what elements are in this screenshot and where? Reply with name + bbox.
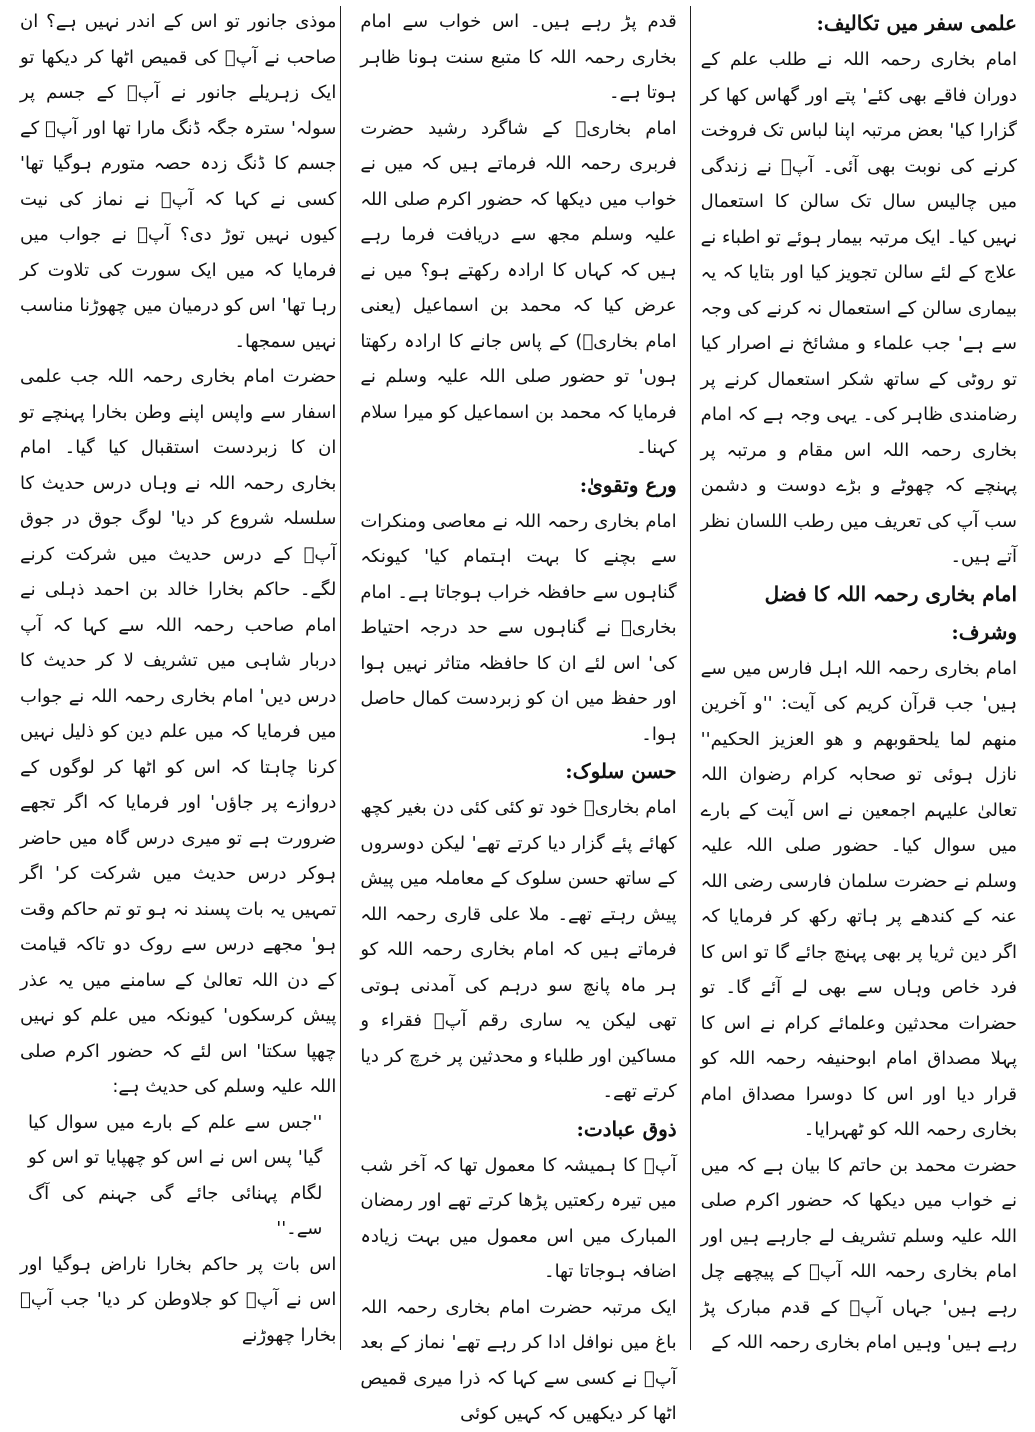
section-heading: امام بخاری رحمہ اللہ کا فضل وشرف:	[764, 581, 1017, 644]
paragraph: آپؒ کا ہمیشہ کا معمول تھا کہ آخر شب میں تیرہ رکعتیں پڑھا کرتے تھے اور رمضان المبارک میں اس معمول میں بہت زیادہ اضافہ ہوجاتا تھا۔	[360, 1154, 677, 1282]
column-left	[8, 4, 348, 1354]
column-divider	[340, 6, 341, 1350]
paragraph: امام بخاری رحمہ اللہ نے معاصی ومنکرات سے بچنے کا بہت اہتمام کیا' کیونکہ گناہوں سے حافظہ خراب ہوجاتا ہے۔ امام بخاریؒ نے گناہوں سے حد درجہ احتیاط کی' اس لئے ان کا حافظہ متاثر نہیں ہوا اور حفظ میں ان کو زبردست کمال حاصل ہوا۔	[360, 510, 677, 745]
section-heading: حسن سلوک:	[565, 759, 677, 783]
paragraph: حضرت امام بخاری رحمہ اللہ جب علمی اسفار سے واپس اپنے وطن بخارا پہنچے تو ان کا زبردست استقبال کیا گیا۔ امام بخاری رحمہ اللہ نے وہاں درس حدیث کا سلسلہ شروع کر دیا' لوگ جوق در جوق آپؒ کے درس حدیث میں شرکت کرنے لگے۔ حاکم بخارا خالد بن احمد ذہلی نے امام صاحب رحمہ اللہ سے کہا کہ آپ دربار شاہی میں تشریف لا کر حدیث کا درس دیں' امام بخاری رحمہ اللہ نے جواب میں فرمایا کہ میں علم دین کو ذلیل نہیں کرنا چاہتا کہ اس کو اٹھا کر لوگوں کے دروازے پر جاؤں' اور فرمایا کہ اگر تجھے ضرورت ہے تو میری درس گاہ میں حاضر ہوکر درس حدیث میں شرکت کر' اگر تمہیں یہ بات پسند نہ ہو تو تم حاکم وقت ہو' مجھے درس سے روک دو تاکہ قیامت کے دن اللہ تعالیٰ کے سامنے میں یہ عذر پیش کرسکوں' کیونکہ میں علم کو نہیں چھپا سکتا' اس لئے کہ حضور اکرم صلی اللہ علیہ وسلم کی حدیث ہے:	[20, 366, 337, 1097]
section-heading: ورع وتقویٰ:	[579, 472, 677, 497]
column-right	[689, 4, 1029, 1354]
section-heading: علمی سفر میں تکالیف:	[816, 11, 1017, 35]
paragraph: امام بخاری رحمہ اللہ اہل فارس میں سے ہیں' جب قرآن کریم کی آیت: ''و آخرین منھم لما یلحقوبھم و ھو العزیز الحکیم'' نازل ہوئی تو صحابہ کرام رضوان اللہ تعالیٰ علیہم اجمعین نے اس آیت کے بارے میں سوال کیا۔ حضور صلی اللہ علیہ وسلم نے حضرت سلمان فارسی رضی اللہ عنہ کے کندھے پر ہاتھ رکھ کر فرمایا کہ اگر دین ثریا پر بھی پہنچ جائے گا تو اس کا فرد خاص وہاں سے بھی لے آئے گا۔ تو حضرات محدثین وعلمائے کرام نے اس کا پہلا مصداق امام ابوحنیفہ رحمہ اللہ کو قرار دیا اور اس کا دوسرا مصداق امام بخاری رحمہ اللہ کو ٹھہرایا۔	[700, 657, 1017, 1140]
hadith-quote: ''جس سے علم کے بارے میں سوال کیا گیا' پس اس نے اس کو چھپایا تو اس کو لگام پہنائی جائے گی جہنم کی آگ سے۔''	[28, 1111, 323, 1239]
paragraph: امام بخاریؒ کے شاگرد رشید حضرت فربری رحمہ اللہ فرماتے ہیں کہ میں نے خواب میں دیکھا کہ حضور اکرم صلی اللہ علیہ وسلم مجھ سے دریافت فرما رہے ہیں کہ کہاں کا ارادہ رکھتے ہو؟ میں نے عرض کیا کہ محمد بن اسماعیل (یعنی امام بخاریؒ) کے پاس جانے کا ارادہ رکھتا ہوں' تو حضور صلی اللہ علیہ وسلم نے فرمایا کہ محمد بن اسماعیل کو میرا سلام کہنا۔	[360, 117, 677, 458]
paragraph: ایک مرتبہ حضرت امام بخاری رحمہ اللہ باغ میں نوافل ادا کر رہے تھے' نماز کے بعد آپؒ نے کسی سے کہا کہ ذرا میری قمیص اٹھا کر دیکھیں کہ کہیں کوئی	[360, 1296, 677, 1424]
column-divider	[690, 6, 691, 1350]
paragraph: امام بخاری رحمہ اللہ نے طلب علم کے دوران فاقے بھی کئے' پتے اور گھاس کھا کر گزارا کیا' بعض مرتبہ اپنا لباس تک فروخت کرنے کی نوبت بھی آئی۔ آپؒ نے زندگی میں چالیس سال تک سالن کا استعمال نہیں کیا۔ ایک مرتبہ بیمار ہوئے تو اطباء نے علاج کے لئے سالن تجویز کیا اور بتایا کہ یہ بیماری سالن کے استعمال نہ کرنے کی وجہ سے ہے' جب علماء و مشائخ نے اصرار کیا تو روٹی کے ساتھ شکر استعمال کرنے پر رضامندی ظاہر کی۔ یہی وجہ ہے کہ امام بخاری رحمہ اللہ اس مقام و مرتبہ پر پہنچے کہ چھوٹے و بڑے دوست و دشمن سب آپ کی تعریف میں رطب اللسان نظر آتے ہیں۔	[700, 49, 1017, 567]
paragraph: موذی جانور تو اس کے اندر نہیں ہے؟ ان صاحب نے آپؒ کی قمیص اٹھا کر دیکھا تو ایک زہریلے جانور نے آپؒ کے جسم پر سولہ' سترہ جگہ ڈنگ مارا تھا اور آپؒ کے جسم کا ڈنگ زدہ حصہ متورم ہوگیا تھا' کسی نے کہا کہ آپؒ نے نماز کی نیت کیوں نہیں توڑ دی؟ آپؒ نے جواب میں فرمایا کہ میں ایک سورت کی تلاوت کر رہا تھا' اس کو درمیان میں چھوڑنا مناسب نہیں سمجھا۔	[20, 11, 337, 352]
paragraph: اس بات پر حاکم بخارا ناراض ہوگیا اور اس نے آپؒ کو جلاوطن کر دیا' جب آپؒ بخارا چھوڑنے	[20, 1253, 337, 1346]
paragraph: قدم پڑ رہے ہیں۔ اس خواب سے امام بخاری رحمہ اللہ کا متبع سنت ہونا ظاہر ہوتا ہے۔	[360, 11, 677, 103]
paragraph: امام بخاریؒ خود تو کئی کئی دن بغیر کچھ کھائے پئے گزار دیا کرتے تھے' لیکن دوسروں کے ساتھ حسن سلوک کے معاملہ میں پیش پیش رہتے تھے۔ ملا علی قاری رحمہ اللہ فرماتے ہیں کہ امام بخاری رحمہ اللہ کو ہر ماہ پانچ سو درہم کی آمدنی ہوتی تھی لیکن یہ ساری رقم آپؒ فقراء و مساکین اور طلباء و محدثین پر خرچ کر دیا کرتے تھے۔	[360, 797, 677, 1102]
paragraph: حضرت محمد بن حاتم کا بیان ہے کہ میں نے خواب میں دیکھا کہ حضور اکرم صلی اللہ علیہ وسلم تشریف لے جارہے ہیں اور امام بخاری رحمہ اللہ آپؐ کے پیچھے چل رہے ہیں' جہاں آپؐ کے قدم مبارک پڑ رہے ہیں' وہیں امام بخاری رحمہ اللہ کے	[700, 1154, 1017, 1353]
section-heading: ذوق عبادت:	[576, 1116, 677, 1141]
column-middle	[348, 4, 688, 1424]
